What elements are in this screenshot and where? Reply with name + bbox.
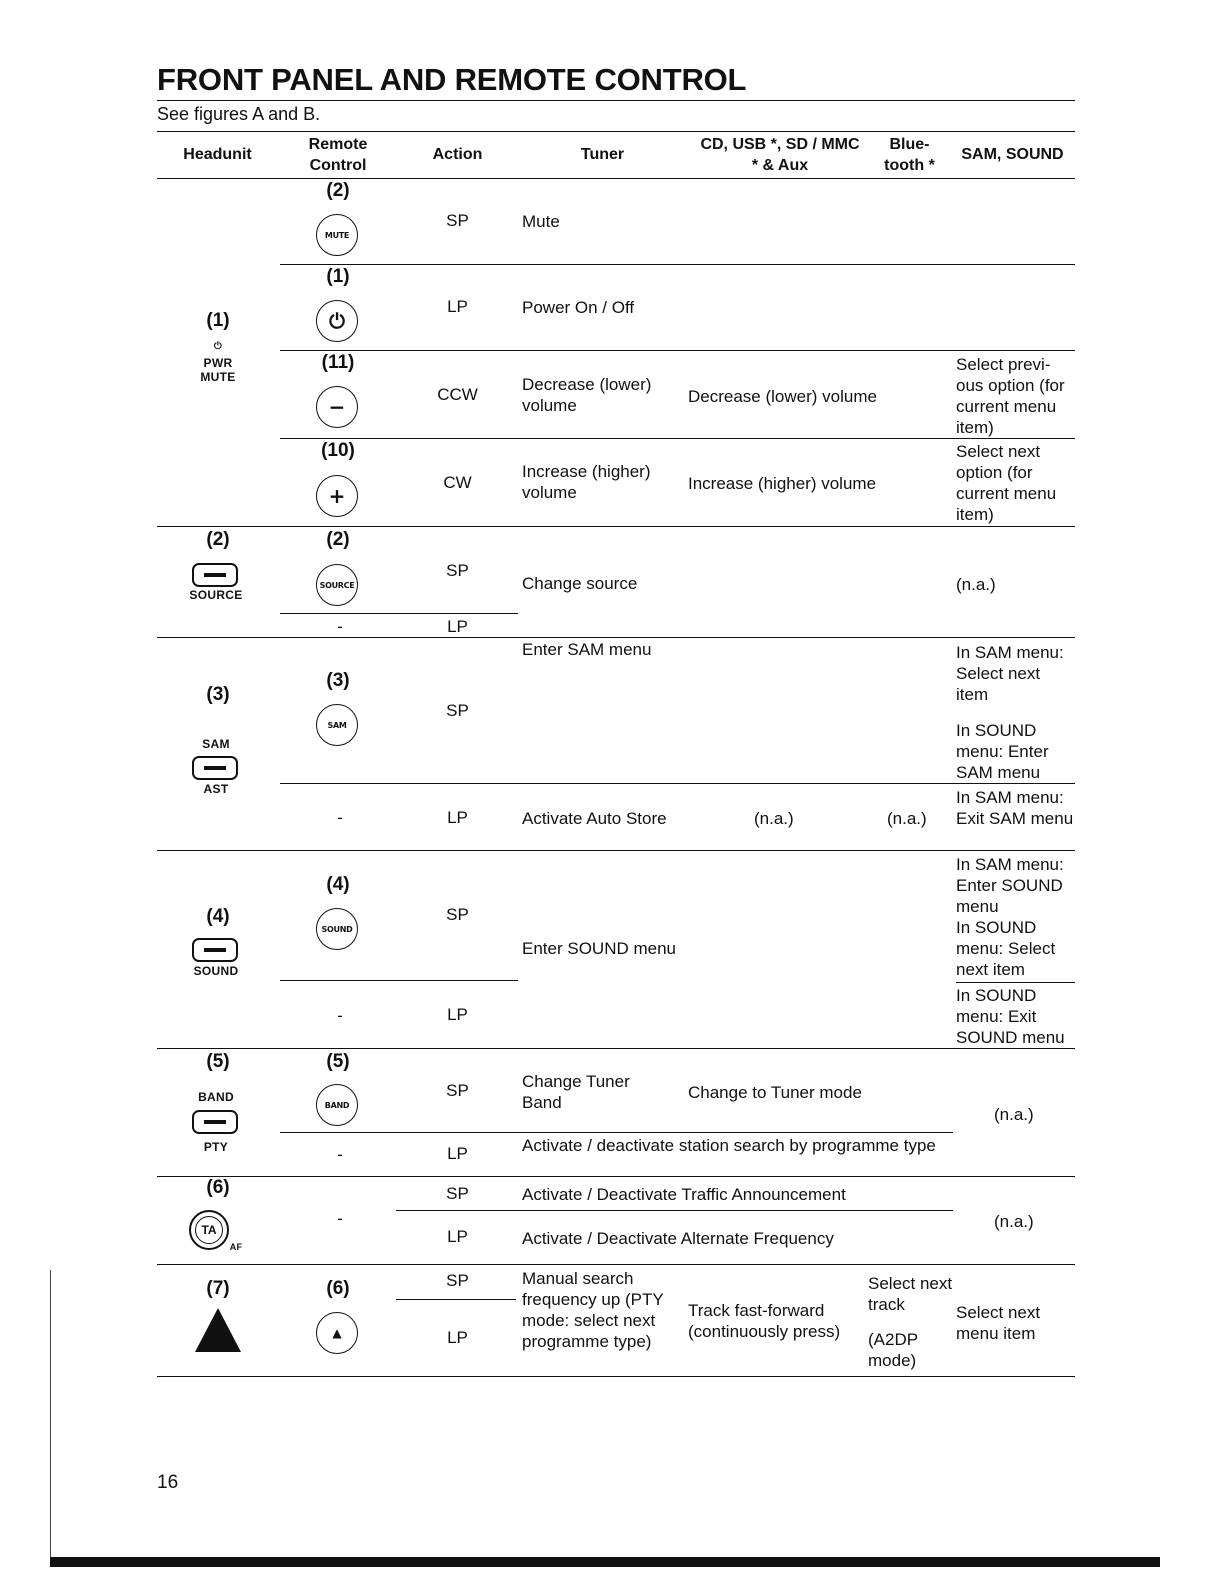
remote-dash-ta: - [337,1209,343,1228]
row-rule [280,438,1075,439]
remote-num-band: (5) [326,1051,350,1072]
band-key-icon[interactable] [192,1110,238,1134]
headunit-num-3: (3) [206,684,230,705]
headunit-label-source: SOURCE [189,588,243,602]
page-title: FRONT PANEL AND REMOTE CONTROL [157,62,747,97]
up-arrow-key-icon[interactable] [195,1308,241,1352]
source-button-icon[interactable]: SOURCE [316,564,358,606]
tuner-up: Manual search frequency up (PTY mode: select next programme type) [522,1269,664,1351]
headunit-num-2: (2) [206,529,230,550]
headunit-label-sound: SOUND [193,964,239,978]
sound-button-icon[interactable]: SOUND [316,908,358,950]
up-button-icon[interactable]: ▲ [316,1312,358,1354]
group-rule [157,1176,1075,1177]
action-sam-lp: LP [447,808,468,827]
action-up-lp: LP [447,1328,468,1347]
remote-num-r3: (11) [321,352,355,373]
sam-sam-lp: In SAM menu: Exit SAM menu [956,788,1074,828]
tuner-sound: Enter SOUND menu [522,939,676,958]
action-sound-lp: LP [447,1005,468,1024]
group-rule [157,637,1075,638]
sam-sam-1: In SAM menu: Select next item [956,643,1064,704]
remote-dash-source: - [337,617,343,636]
action-band-sp: SP [446,1081,469,1100]
headunit-label-pty: PTY [203,1140,229,1154]
remote-num-r1: (2) [326,180,350,201]
headunit-label-af: AF [229,1242,243,1252]
ta-button-icon[interactable]: TA [189,1210,229,1250]
band-button-icon[interactable]: BAND [316,1084,358,1126]
remote-num-sam: (3) [326,670,350,691]
action-ta-sp: SP [446,1184,469,1203]
row-rule [280,1132,953,1133]
remote-num-r4: (10) [321,440,355,461]
bt-up-2: (A2DP mode) [868,1330,918,1370]
sam-up: Select next menu item [956,1303,1041,1343]
group-rule [157,1264,1075,1265]
sam-sound-lp: In SOUND menu: Exit SOUND menu [956,986,1065,1047]
remote-dash-sam: - [337,808,343,827]
header-action: Action [432,146,483,163]
action-source-sp: SP [446,561,469,580]
cd-band: Change to Tuner mode [688,1083,862,1102]
action-sam-sp: SP [446,701,469,720]
remote-num-up: (6) [326,1278,350,1299]
headunit-label-band: BAND [198,1090,234,1104]
bt-sam-lp: (n.a.) [887,809,927,828]
sam-sound-2: In SOUND menu: Select next item [956,918,1056,979]
page-number: 16 [157,1472,179,1493]
tuner-r2: Power On / Off [522,298,635,317]
row-rule [396,1210,953,1211]
header-headunit: Headunit [183,146,252,163]
action-ta-lp: LP [447,1227,468,1246]
remote-num-sound: (4) [326,874,350,895]
footer-bar [50,1557,1160,1567]
sam-key-icon[interactable] [192,756,238,780]
headunit-label-pwr: PWR [203,356,233,370]
cd-r4: Increase (higher) volume [688,474,877,493]
row-rule [280,980,518,981]
sam-band: (n.a.) [994,1105,1034,1124]
row-rule [280,264,1075,265]
cd-up: Track fast-forward (continuously press) [688,1301,841,1341]
page-edge-line [50,1270,51,1560]
header-rule [157,178,1075,179]
row-rule [280,350,1075,351]
headunit-num-1: (1) [206,310,230,331]
headunit-num-7: (7) [206,1278,230,1299]
row-rule [280,783,1075,784]
bt-up-1: Select next track [868,1274,953,1314]
group-rule [157,526,1075,527]
table-top-rule [157,131,1075,132]
action-source-lp: LP [447,617,468,636]
tuner-r4: Increase (higher) volume [522,462,651,502]
tuner-sam: Enter SAM menu [522,640,652,659]
headunit-num-6: (6) [206,1177,230,1198]
headunit-label-mute: MUTE [200,370,236,384]
row-rule [396,1299,516,1300]
headunit-label-sam: SAM [202,737,230,751]
action-r4: CW [443,473,472,492]
tuner-ta-sp: Activate / Deactivate Traffic Announcement [522,1185,846,1204]
row-rule [956,982,1075,983]
header-remote: Remote Control [308,136,368,174]
header-sam: SAM, SOUND [961,146,1064,163]
remote-num-source: (2) [326,529,350,550]
action-r1: SP [446,211,469,230]
title-rule [157,100,1075,101]
source-key-icon[interactable] [192,563,238,587]
sam-r4: Select next option (for current menu item) [956,442,1057,524]
header-cd: CD, USB *, SD / MMC * & Aux [700,136,860,174]
mute-button-icon[interactable]: MUTE [316,214,358,256]
headunit-label-ast: AST [203,782,229,796]
tuner-r1: Mute [522,212,560,231]
tuner-r3: Decrease (lower) volume [522,375,652,415]
power-small-icon: ⏻ [213,341,223,352]
header-tuner: Tuner [580,146,625,163]
volume-up-button-icon[interactable]: + [316,475,358,517]
remote-dash-sound: - [337,1006,343,1025]
remote-dash-band: - [337,1145,343,1164]
row-rule [280,613,518,614]
sam-ta: (n.a.) [994,1212,1034,1231]
power-button-icon[interactable]: ⏻ [316,300,358,342]
sam-sound-1: In SAM menu: Enter SOUND menu [956,855,1064,916]
page-subtitle: See figures A and B. [157,104,321,124]
sam-source: (n.a.) [956,575,996,594]
cd-r3: Decrease (lower) volume [688,387,877,406]
cd-sam-lp: (n.a.) [754,809,794,828]
group-rule [157,1048,1075,1049]
headunit-num-5: (5) [206,1051,230,1072]
remote-num-r2: (1) [326,266,350,287]
action-band-lp: LP [447,1144,468,1163]
headunit-num-4: (4) [206,906,230,927]
sound-key-icon[interactable] [192,938,238,962]
tuner-sam-lp: Activate Auto Store [522,809,667,828]
tuner-band: Change Tuner Band [522,1072,630,1112]
volume-down-button-icon[interactable]: − [316,386,358,428]
table-bottom-rule [157,1376,1075,1377]
sam-sam-2: In SOUND menu: Enter SAM menu [956,721,1049,782]
action-sound-sp: SP [446,905,469,924]
action-r2: LP [447,297,468,316]
action-up-sp: SP [446,1271,469,1290]
group-rule [157,850,1075,851]
tuner-band-lp: Activate / deactivate station search by programme type [522,1136,936,1155]
action-r3: CCW [437,385,478,404]
tuner-ta-lp: Activate / Deactivate Alternate Frequency [522,1229,834,1248]
sam-r3: Select previ-ous option (for current menu item) [956,355,1065,437]
sam-button-icon[interactable]: SAM [316,704,358,746]
header-bluetooth: Blue-tooth * [884,136,935,174]
tuner-source: Change source [522,574,638,593]
